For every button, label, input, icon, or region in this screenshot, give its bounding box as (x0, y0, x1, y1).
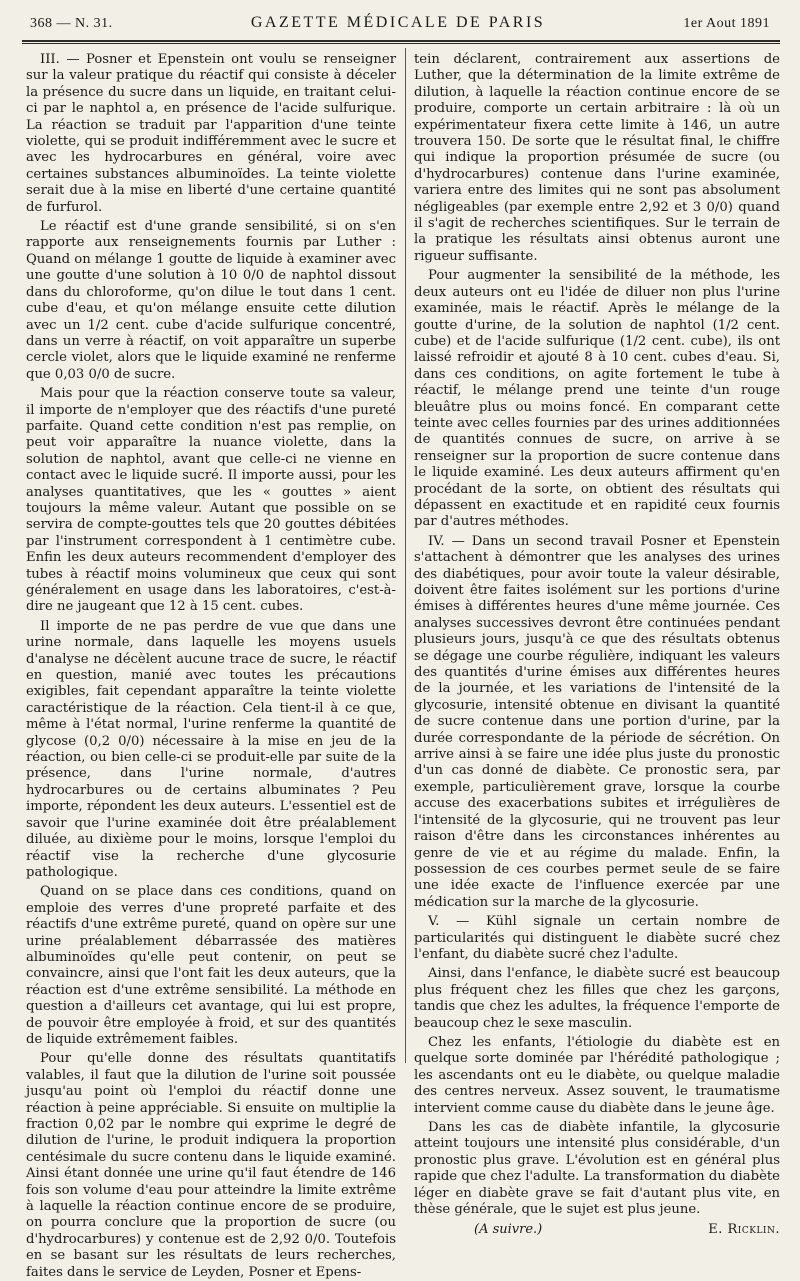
paragraph: Il importe de ne pas perdre de vue que dans une urine normale, dans laquelle les moyens usuels d'analyse ne décèlent aucune trace de sucre, le réactif en question, manié avec toutes les précautions exigibles, fait cependant apparaître la teinte violette caractéristique de la réaction. Cela tient-il à ce que, même à l'état normal, l'urine renferme la quantité de glycose (0,2 0/0) nécessaire à la mise en jeu de la réaction, ou bien celle-ci se produit-elle par suite de la présence, dans l'urine normale, d'autres hydrocarbures ou de certains albuminates ? Peu importe, répondent les deux auteurs. L'essentiel est de savoir que l'urine examinée doit être préalablement diluée, au dixième pour le moins, lorsque l'emploi du réactif vise la recherche d'une glycosurie pathologique. (26, 618, 396, 880)
paragraph: Mais pour que la réaction conserve toute sa valeur, il importe de n'employer que des réactifs d'une pureté parfaite. Quand cette condition n'est pas remplie, on peut voir apparaître la nuance violette, dans la solution de naphtol, avant que celle-ci ne vienne en contact avec le liquide sucré. Il importe aussi, pour les analyses quantitatives, que les « gouttes » aient toujours la même valeur. Autant que possible on se servira de compte-gouttes tels que 20 gouttes débitées par l'instrument correspondent à 1 centimètre cube. Enfin les deux auteurs recommendent d'employer des tubes à réactif moins volumineux que ceux qui sont généralement en usage dans les laboratoires, c'est-à-dire ne jaugeant que 12 à 15 cent. cubes. (26, 386, 396, 615)
paragraph: Pour qu'elle donne des résultats quantitatifs valables, il faut que la dilution de l'urine soit poussée jusqu'au point où l'emploi du réactif donne une réaction à peine appréciable. Si ensuite on multiplie la fraction 0,02 par le nombre qui exprime le degré de dilution de l'urine, le produit indiquera la proportion centésimale du sucre contenu dans le liquide examiné. Ainsi étant donnée une urine qu'il faut étendre de 146 fois son volume d'eau pour atteindre la limite extrême à laquelle la réaction continue encore de se produire, on pourra conclure que la proportion de sucre (ou d'hydrocarbures) y contenue est de 2,92 0/0. Toutefois en se basant sur les résultats de leurs recherches, faites dans le service de Leyden, Posner et Epens- (26, 1051, 396, 1280)
paragraph: Pour augmenter la sensibilité de la méthode, les deux auteurs ont eu l'idée de diluer non plus l'urine examinée, mais le réactif. Après le mélange de la goutte d'urine, de la solution de naphtol (1/2 cent. cube) et de l'acide sulfurique (1/2 cent. cube), ils ont laissé refroidir et ajouté 8 à 10 cent. cubes d'eau. Si, dans ces conditions, on agite fortement le tube à réactif, le mélange prend une teinte d'un rouge bleuâtre plus ou moins foncé. En comparant cette teinte avec celles fournies par des urines additionnées de quantités connues de sucre, on arrive à se renseigner sur la proportion de sucre contenue dans le liquide examiné. Les deux auteurs affirment qu'en procédant de la sorte, on obtient des résultats qui dépassent en exactitude et en rapidité ceux fournis par d'autres méthodes. (414, 268, 780, 530)
page-header (30, 14, 770, 36)
paragraph: V. — Kühl signale un certain nombre de particularités qui distinguent le diabète sucré chez l'enfant, du diabète sucré chez l'adulte. (414, 914, 780, 962)
publication-title: GAZETTE MÉDICALE DE PARIS (250, 14, 546, 31)
paragraph: IV. — Dans un second travail Posner et Epenstein s'attachent à démontrer que les analyses des urines des diabétiques, pour avoir toute la valeur désirable, doivent être faites isolément sur les portions d'urine émises à différentes heures d'une même journée. Ces analyses successives devront être continuées pendant plusieurs jours, jusqu'à ce que des résultats obtenus se dégage une courbe régulière, indiquant les valeurs des quantités d'urine émises aux différentes heures de la journée, et les variations de l'intensité de la glycosurie, intensité obtenue en divisant la quantité de sucre contenue dans une portion d'urine, par la durée correspondante de la période de sécrétion. On arrive ainsi à se faire une idée plus juste du pronostic d'un cas donné de diabète. Ce pronostic sera, par exemple, particulièrement grave, lorsque la courbe accuse des exacerbations subites et irrégulières de l'intensité de la glycosurie, qui ne trouvent pas leur raison d'être dans les circonstances inhérentes au genre de vie et au régime du malade. Enfin, la possession de ces courbes permet seule de se faire une idée exacte de l'influence exercée par une médication sur la marche de la glycosurie. (414, 533, 780, 910)
paragraph: Dans les cas de diabète infantile, la glycosurie atteint toujours une intensité plus considérable, d'un pronostic plus grave. L'évolution est en général plus rapide que chez l'adulte. La transformation du diabète léger en diabète grave se fait d'autant plus vite, en thèse générale, que le sujet est plus jeune. (414, 1120, 780, 1218)
right-column (414, 52, 780, 1238)
paragraph: Chez les enfants, l'étiologie du diabète est en quelque sorte dominée par l'hérédité pathologique ; les ascendants ont eu le diabète, ou quelque maladie des centres nerveux. Assez souvent, le traumatisme intervient comme cause du diabète dans le jeune âge. (414, 1034, 780, 1116)
left-column (26, 52, 396, 1280)
header-rule (22, 40, 780, 44)
article-footer (414, 1222, 780, 1238)
page-number: 368 — N. 31. (30, 16, 113, 31)
column-divider (405, 48, 406, 1063)
paragraph: III. — Posner et Epenstein ont voulu se renseigner sur la valeur pratique du réactif qui consiste à déceler la présence du sucre dans un liquide, en traitant celui-ci par le naphtol a, en présence de l'acide sulfurique. La réaction se traduit par l'apparition d'une teinte violette, qui se produit indifféremment avec le sucre et avec les hydrocarbures en général, voire avec certaines substances albuminoïdes. La teinte violette serait due à la mise en liberté d'une certaine quantité de furfurol. (26, 52, 396, 215)
paragraph: Quand on se place dans ces conditions, quand on emploie des verres d'une propreté parfaite et des réactifs d'une extrême pureté, quand on opère sur une urine préalablement débarrassée des matières albuminoïdes qu'elle peut contenir, on peut se convaincre, ainsi que l'ont fait les deux auteurs, que la réaction est d'une extrême sensibilité. La méthode en question a d'ailleurs cet avantage, qui lui est propre, de pouvoir être employée à froid, et sur des quantités de liquide extrêmement faibles. (26, 884, 396, 1047)
paragraph: Ainsi, dans l'enfance, le diabète sucré est beaucoup plus fréquent chez les filles que chez les garçons, tandis que chez les adultes, la fréquence l'emporte de beaucoup chez le sexe masculin. (414, 966, 780, 1031)
to-be-continued: (A suivre.) (474, 1222, 543, 1238)
paragraph: Le réactif est d'une grande sensibilité, si on s'en rapporte aux renseignements fournis par Luther : Quand on mélange 1 goutte de liquide à examiner avec une goutte d'une solution à 10 0/0 de naphtol dissout dans du chloroforme, qu'on dilue le tout dans 1 cent. cube d'eau, et qu'on mélange ensuite cette dilution avec un 1/2 cent. cube d'acide sulfurique concentré, dans un verre à réactif, on voit apparaître un superbe cercle violet, alors que le liquide examiné ne renferme que 0,03 0/0 de sucre. (26, 219, 396, 382)
author-signature: E. Ricklin. (708, 1222, 780, 1238)
issue-date: 1er Aout 1891 (683, 16, 770, 31)
paragraph: tein déclarent, contrairement aux assertions de Luther, que la détermination de la limite extrême de dilution, à laquelle la réaction continue encore de se produire, comporte un certain arbitraire : là où un expérimentateur fixera cette limite à 146, un autre trouvera 150. De sorte que le résultat final, le chiffre qui indique la proportion présumée de sucre (ou d'hydrocarbures) contenue dans l'urine examinée, variera entre des limites qui ne sont pas absolument négligeables (par exemple entre 2,92 et 3 0/0) quand il s'agit de recherches scientifiques. Sur le terrain de la pratique les résultats ainsi obtenus auront une rigueur suffisante. (414, 52, 780, 264)
